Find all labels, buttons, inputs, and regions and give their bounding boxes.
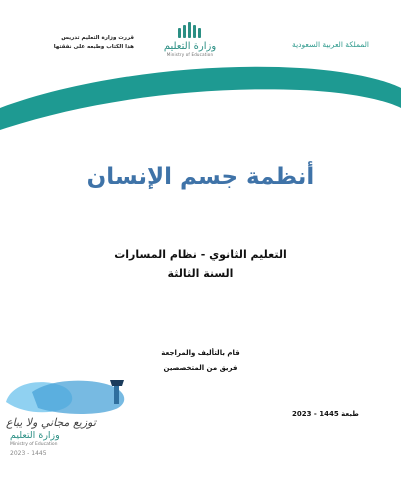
watermark-ministry-en: Ministry of Education — [10, 442, 58, 447]
ministry-note — [24, 34, 134, 52]
watermark-ministry-ar: وزارة التعليم — [10, 430, 60, 441]
note-line-2: هذا الكتاب وطبعه على نفقتها — [53, 44, 134, 50]
watermark-logo-icon — [2, 372, 132, 418]
ministry-logo-icon — [175, 22, 205, 40]
ministry-name-ar: وزارة التعليم — [163, 41, 217, 52]
credits-line-1: قام بالتأليف والمراجعة — [161, 349, 240, 357]
edition-label: طبعة 1445 - 2023 — [292, 410, 359, 418]
watermark — [2, 372, 142, 478]
ministry-name-en: Ministry of Education — [166, 52, 214, 57]
book-subtitle: التعليم الثانوي - نظام المسارات — [114, 248, 287, 261]
credits-line-2: فريق من المتخصصين — [163, 364, 238, 372]
ministry-logo-block — [150, 22, 230, 57]
watermark-year: 2023 - 1445 — [10, 450, 47, 457]
note-line-1: قررت وزارة التعليم تدريس — [61, 35, 134, 41]
watermark-free-text: توزيع مجاني ولا يباع — [6, 416, 96, 429]
kingdom-label: المملكة العربية السعودية — [292, 40, 369, 49]
book-year: السنة الثالثة — [167, 267, 234, 280]
book-title: أنظمة جسم الإنسان — [86, 164, 315, 190]
teal-wave-band — [0, 60, 401, 130]
